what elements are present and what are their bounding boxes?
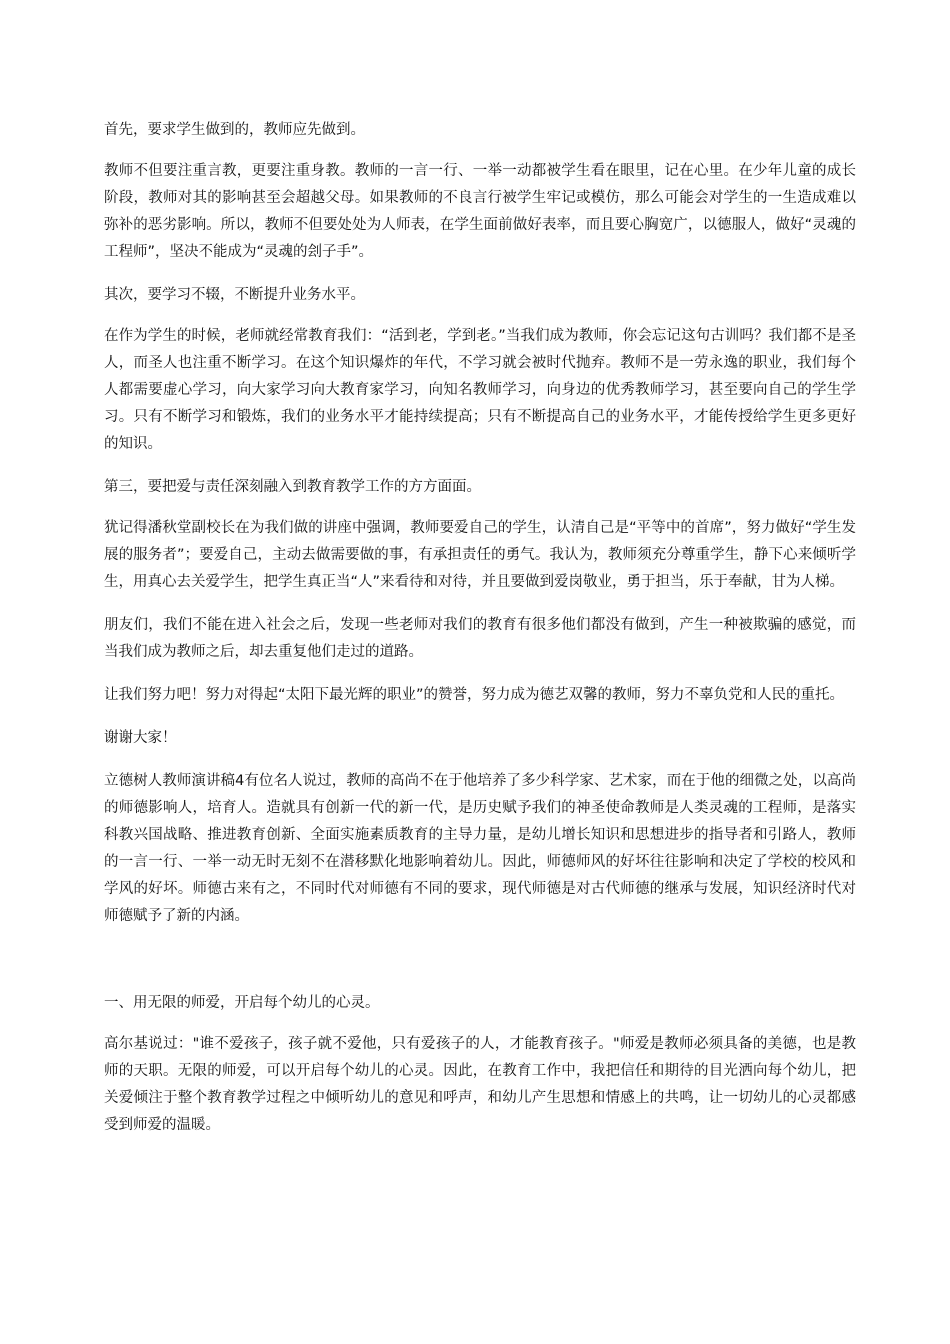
paragraph-heading-2: 其次，要学习不辍，不断提升业务水平。	[104, 287, 365, 303]
paragraph-body-4: 朋友们，我们不能在进入社会之后，发现一些老师对我们的教育有很多他们都没有做到，产生一种被欺骗的感觉，而当我们成为教师之后，却去重复他们走过的道路。	[104, 617, 856, 660]
document-body	[104, 117, 856, 1139]
paragraph-closing: 谢谢大家！	[104, 730, 177, 746]
paragraph-heading-4: 一、用无限的师爱，开启每个幼儿的心灵。	[104, 995, 380, 1011]
paragraph-body-5: 让我们努力吧！努力对得起“太阳下最光辉的职业”的赞誉，努力成为德艺双馨的教师，努力不辜负党和人民的重托。	[104, 687, 845, 703]
paragraph-heading-3: 第三，要把爱与责任深刻融入到教育教学工作的方方面面。	[104, 479, 481, 495]
paragraph-heading-1: 首先，要求学生做到的，教师应先做到。	[104, 122, 365, 138]
paragraph-body-6: 立德树人教师演讲稿4有位名人说过，教师的高尚不在于他培养了多少科学家、艺术家，而在于他的细微之处，以高尚的师德影响人，培育人。造就具有创新一代的新一代，是历史赋予我们的神圣使命教师是人类灵魂的工程师，是落实科教兴国战略、推进教育创新、全面实施素质教育的主导力量，是幼儿增长知识和思想进步的指导者和引路人，教师的一言一行、一举一动无时无刻不在潜移默化地影响着幼儿。因此，师德师风的好坏往往影响和决定了学校的校风和学风的好坏。师德古来有之，不同时代对师德有不同的要求，现代师德是对古代师德的继承与发展，知识经济时代对师德赋予了新的内涵。	[104, 773, 856, 924]
paragraph-body-3: 犹记得潘秋堂副校长在为我们做的讲座中强调，教师要爱自己的学生，认清自己是“平等中的首席”，努力做好“学生发展的服务者”；要爱自己，主动去做需要做的事，有承担责任的勇气。我认为，教师须充分尊重学生，静下心来倾听学生，用真心去关爱学生，把学生真正当“人”来看待和对待，并且要做到爱岗敬业，勇于担当，乐于奉献，甘为人梯。	[104, 520, 856, 590]
paragraph-body-7: 高尔基说过："谁不爱孩子，孩子就不爱他，只有爱孩子的人，才能教育孩子。"师爱是教师必须具备的美德，也是教师的天职。无限的师爱，可以开启每个幼儿的心灵。因此，在教育工作中，我把信任和期待的目光洒向每个幼儿，把关爱倾注于整个教育教学过程之中倾听幼儿的意见和呼声，和幼儿产生思想和情感上的共鸣，让一切幼儿的心灵都感受到师爱的温暖。	[104, 1036, 856, 1133]
paragraph-body-2: 在作为学生的时候，老师就经常教育我们：“活到老，学到老。”当我们成为教师，你会忘记这句古训吗？我们都不是圣人，而圣人也注重不断学习。在这个知识爆炸的年代，不学习就会被时代抛弃。教师不是一劳永逸的职业，我们每个人都需要虚心学习，向大家学习向大教育家学习，向知名教师学习，向身边的优秀教师学习，甚至要向自己的学生学习。只有不断学习和锻炼，我们的业务水平才能持续提高；只有不断提高自己的业务水平，才能传授给学生更多更好的知识。	[104, 328, 856, 452]
paragraph-body-1: 教师不但要注重言教，更要注重身教。教师的一言一行、一举一动都被学生看在眼里，记在心里。在少年儿童的成长阶段，教师对其的影响甚至会超越父母。如果教师的不良言行被学生牢记或模仿，那么可能会对学生的一生造成难以弥补的恶劣影响。所以，教师不但要处处为人师表，在学生面前做好表率，而且要心胸宽广，以德服人，做好“灵魂的工程师”，坚决不能成为“灵魂的刽子手”。	[104, 163, 856, 260]
